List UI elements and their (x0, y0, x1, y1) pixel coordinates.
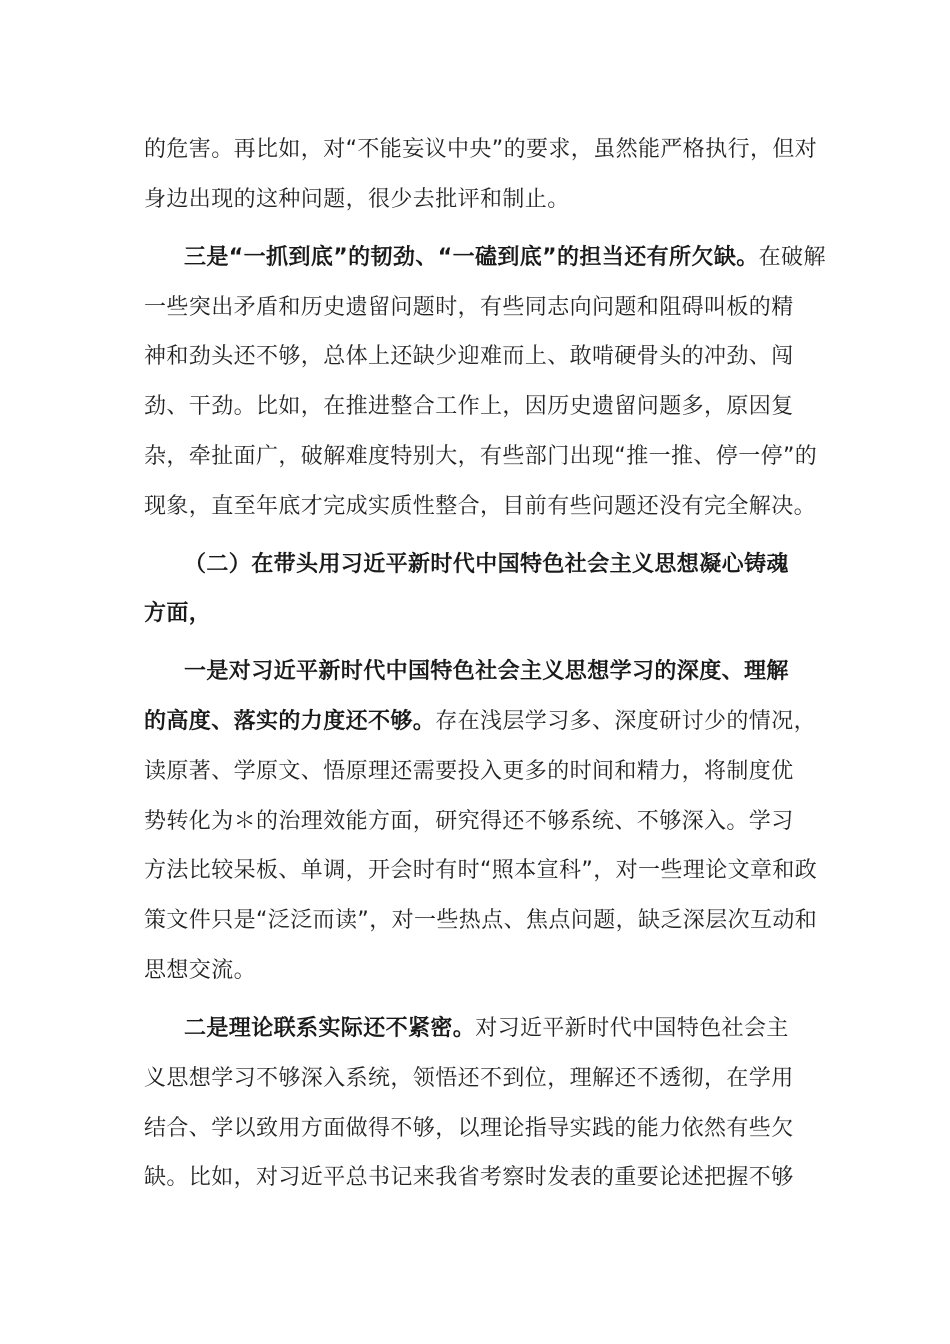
text-line: 缺。比如，对习近平总书记来我省考察时发表的重要论述把握不够 (144, 1165, 794, 1190)
text-line: 一些突出矛盾和历史遗留问题时，有些同志向问题和阻碍叫板的精 (144, 295, 794, 320)
bold-lead: 三是“一抓到底”的韧劲、“一磕到底”的担当还有所欠缺。 (184, 245, 759, 270)
paragraph-lead-line (184, 244, 826, 272)
section-heading-line (144, 600, 211, 628)
paragraph-lead-line (184, 1015, 789, 1043)
bold-lead: 二是理论联系实际还不紧密。 (184, 1016, 476, 1041)
text-line: 思想交流。 (144, 958, 257, 983)
paragraph-lead-line (184, 658, 789, 686)
paragraph-lead-line (144, 708, 816, 736)
text-line: 身边出现的这种问题，很少去批评和制止。 (144, 187, 570, 212)
text-line: 方法比较呆板、单调，开会时有时“照本宣科”，对一些理论文章和政 (144, 858, 818, 883)
text-line: 读原著、学原文、悟原理还需要投入更多的时间和精力，将制度优 (144, 759, 794, 784)
section-heading: 方面， (144, 601, 212, 626)
section-heading: （二）在带头用习近平新时代中国特色社会主义思想凝心铸魂 (184, 552, 789, 577)
text-run: 对习近平新时代中国特色社会主 (475, 1016, 789, 1041)
text-line: 杂，牵扯面广，破解难度特别大，有些部门出现“推一推、停一停”的 (144, 444, 818, 469)
bold-lead: 一是对习近平新时代中国特色社会主义思想学习的深度、理解 (184, 659, 789, 684)
text-line: 现象，直至年底才完成实质性整合，目前有些问题还没有完全解决。 (144, 494, 817, 519)
text-line: 结合、学以致用方面做得不够，以理论指导实践的能力依然有些欠 (144, 1116, 794, 1141)
bold-lead: 的高度、落实的力度还不够。 (144, 709, 436, 734)
text-line: 义思想学习不够深入系统，领悟还不到位，理解还不透彻，在学用 (144, 1066, 794, 1091)
text-run: 存在浅层学习多、深度研讨少的情况， (435, 709, 817, 734)
text-line: 劲、干劲。比如，在推进整合工作上，因历史遗留问题多，原因复 (144, 394, 794, 419)
text-line: 策文件只是“泛泛而读”，对一些热点、焦点问题，缺乏深层次互动和 (144, 908, 818, 933)
text-line: 的危害。再比如，对“不能妄议中央”的要求，虽然能严格执行，但对 (144, 137, 818, 162)
text-run: 在破解 (758, 245, 826, 270)
section-heading-line (184, 551, 789, 579)
text-line: 势转化为＊的治理效能方面，研究得还不够系统、不够深入。学习 (144, 809, 794, 834)
text-line: 神和劲头还不够，总体上还缺少迎难而上、敢啃硬骨头的冲劲、闯 (144, 344, 794, 369)
